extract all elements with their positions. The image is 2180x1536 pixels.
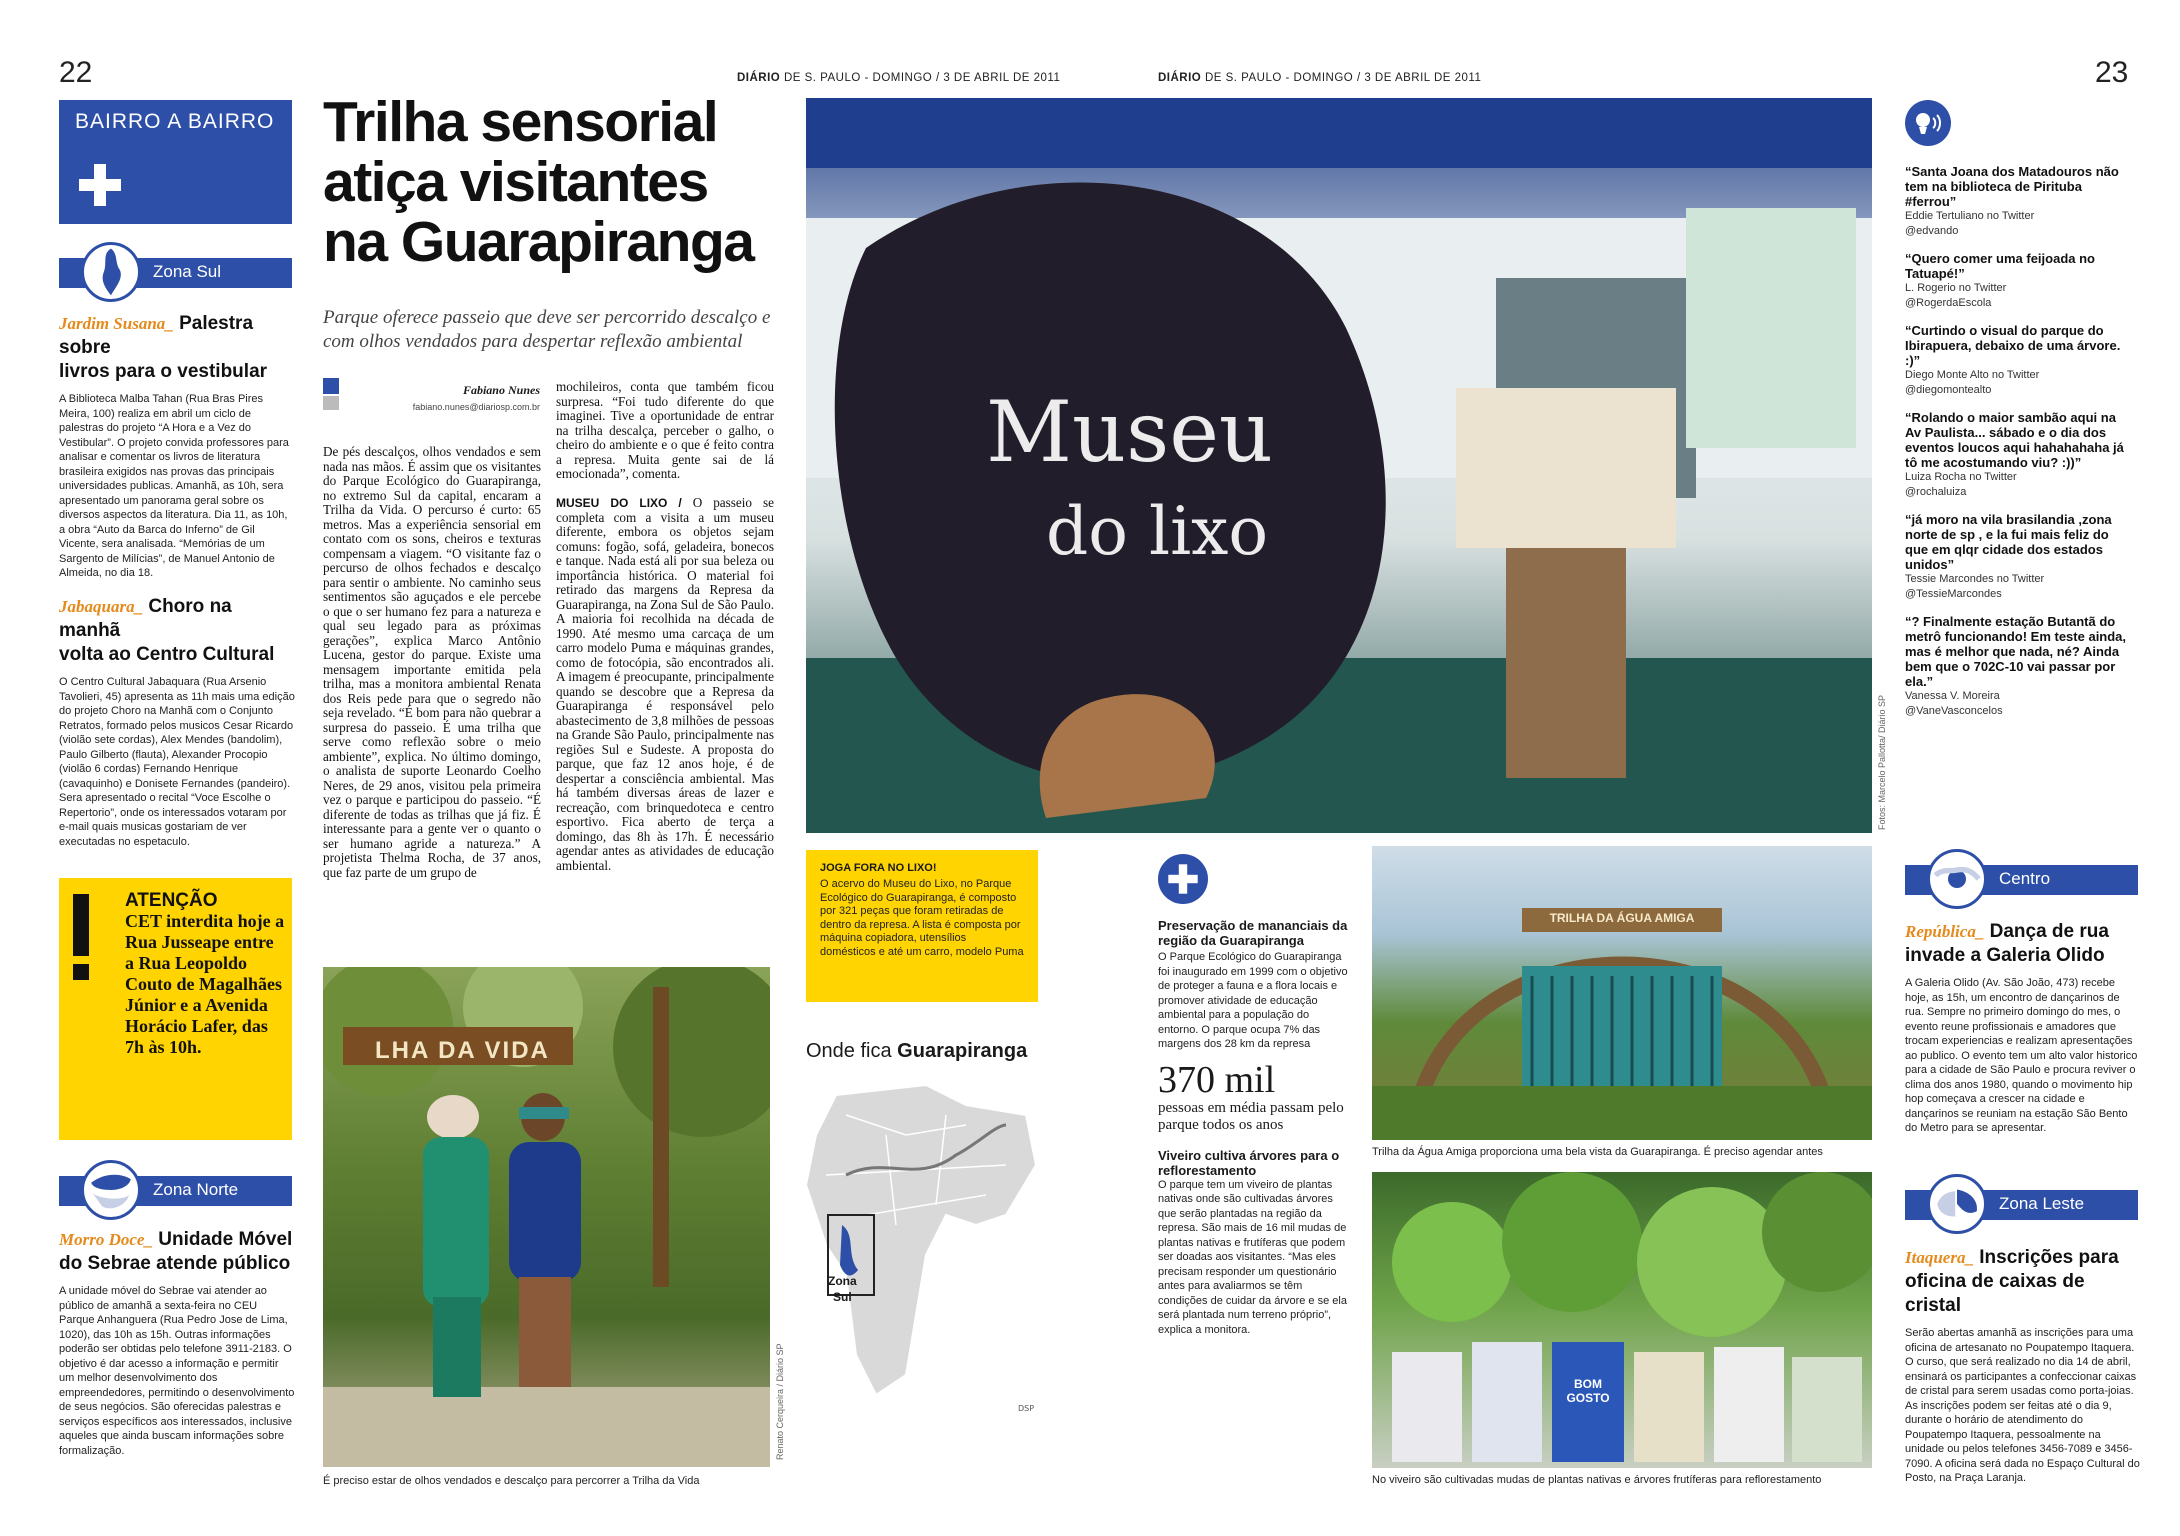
tweet-item: “já moro na vila brasilandia ,zona norte de sp , e la fui mais feliz do que em qlqr cidade dos estados unidos” Tessie Marcondes no Twitter @TessieMarcondes: [1905, 512, 2112, 600]
tweet-item: “Santa Joana dos Matadouros não tem na biblioteca de Pirituba #ferrou” Eddie Tertuliano no Twitter @edvando: [1905, 164, 2119, 237]
alert-title: ATENÇÃO: [125, 890, 218, 911]
news-item-itaquera: Itaquera_ Inscrições para oficina de caixas de cristal Serão abertas amanhã as inscrições para uma oficina de artesanato no Poupatempo Itaquera. O curso, que será realizado no dia 14 de abril, ensinará os participantes a confeccionar caixas de cristal para serem usadas como porta-joias. As inscrições podem ser feitas até o dia 9, durante o horário de atendimento do Poupatempo Itaquera, pessoalmente na unidade ou pelos telefones 3456-7089 e 3456-7090. A oficina será dada no Espaço Cultural do Posto, na Praça Laranja.: [1905, 1247, 2140, 1484]
exclamation-icon: [73, 894, 89, 956]
byline-mark: [323, 378, 339, 394]
section-title: BAIRRO A BAIRRO: [75, 110, 275, 133]
agua-amiga-caption: Trilha da Água Amiga proporciona uma bela vista da Guarapiranga. É preciso agendar antes: [1372, 1146, 1823, 1158]
museum-photo: [806, 98, 1872, 833]
news-item-republica: República_ Dança de rua invade a Galeria Olido A Galeria Olido (Av. São João, 473) recebe hoje, as 15h, um encontro de dançarinos de rua. Sempre no primeiro domingo do mes, o evento reune profissionais e amadores que trocam experiencias e realizam apresentações ao publico. O evento tem um alto valor historico para a cidade de São Paulo e procura reviver o clima dos anos 1980, quando o movimento hip hop começava a crescer na cidade e dançarinos se reuniam na estação São Bento do Metro para se apresentar.: [1905, 920, 2141, 1136]
joga-fora-title: JOGA FORA NO LIXO!: [820, 862, 937, 874]
trail-photo: [323, 967, 770, 1467]
map-leste-icon: [1927, 1174, 1987, 1234]
map-title: Onde fica Guarapiranga: [806, 1040, 1028, 1062]
twitter-bird-icon: [1905, 100, 1951, 146]
plus-icon: [75, 160, 125, 210]
trail-photo-credit: Renato Cerqueira / Diário SP: [775, 1343, 785, 1460]
item-text: A Biblioteca Malba Tahan (Rua Bras Pires Meira, 100) realiza em abril um ciclo de palestras do projeto “A Hora e a Vez do Vestibular”. O projeto convida professores para analisar e comentar os livros de literatura brasileira exigidos nas provas das principais universidades publicas. Amanhã, as 10h, sera apresentado um panorama geral sobre os diversos aspectos da literatura. Dia 11, as 10h, a obra “Auto da Barca do Inferno” de Gil Vicente, sera analisada. “Memórias de um Sargento de Milícias”, de Manuel Antonio de Almeida, no dia 18.: [59, 393, 289, 579]
tweets-list: [1905, 164, 2135, 719]
museum-photo-credit: Fotos: Marcelo Pallotta/ Diário SP: [1877, 694, 1887, 830]
tweet-item: “Curtindo o visual do parque do Ibirapuera, debaixo de uma árvore. :)” Diego Monte Alto no Twitter @diegomontealto: [1905, 323, 2121, 396]
joga-fora-box: [806, 850, 1038, 1002]
news-item-morro-doce: Morro Doce_ Unidade Móvel do Sebrae atende público A unidade móvel do Sebrae vai atender ao público de amanhã a sexta-feira no CEU Parque Anhanguera (Rua Pedro Jose de Lima, 1020), das 10h as 15h. Outras informações poderão ser obtidas pelo telefone 3911-2183. O objetivo é dar acesso a informação e permitir um melhor desenvolvimento dos empreendedores, permitindo o desenvolvimento de seus negócios. São oferecidas palestras e serviços específicos aos interessados, inclusive aqueles que ainda buscam informações sobre formalização.: [59, 1229, 295, 1457]
trail-sign: LHA DA VIDA: [375, 1037, 550, 1064]
masthead-left: DIÁRIO DE S. PAULO - DOMINGO / 3 DE ABRIL DE 2011: [737, 72, 1061, 84]
carton-label: BOM GOSTO: [1566, 1377, 1610, 1405]
alert-text: CET interdita hoje a Rua Jusseape entre a Rua Leopoldo Couto de Magalhães Júnior e a Avenida Horácio Lafer, das 7h às 10h.: [125, 911, 285, 1057]
item-text: O Centro Cultural Jabaquara (Rua Arsenio Tavolieri, 45) apresenta as 11h mais uma edição do projeto Choro na Manhã com o Conjunto Retratos, formado pelos musicos Cesar Ricardo (violão sete cordas), Alex Mendes (bandolim), Paulo Gilberto (flauta), Alexander Procopio (violão 6 cordas) Fernando Henrique (cavaquinho) e Donisete Fernandes (pandeiro). Sera apresentado o recital “Voce Escolhe o Repertorio”, onde os interessados votaram por e-mail quais musicas gostariam de ver executadas no espetaculo.: [59, 676, 295, 848]
museum-sign-line2: do lixo: [1046, 493, 1269, 570]
tweet-item: “? Finalmente estação Butantã do metrô funcionando! Em teste ainda, mas é melhor que nada, né? Ainda bem que o 702C-10 vai passar por ela.” Vanessa V. Moreira @VaneVasconcelos: [1905, 614, 2127, 717]
page-number-right: 23: [2095, 56, 2129, 89]
agua-amiga-photo: [1372, 846, 1872, 1140]
byline: Fabiano Nunes fabiano.nunes@diariosp.com.br: [412, 383, 540, 412]
zona-sul-header: Zona Sul: [59, 258, 292, 288]
viveiro-photo: [1372, 1172, 1872, 1468]
map-zone-label: Zona Sul: [828, 1274, 857, 1304]
centro-header: Centro: [1905, 865, 2138, 895]
stat-number: 370 mil: [1158, 1058, 1276, 1101]
tweet-item: “Quero comer uma feijoada no Tatuapé!” L. Rogerio no Twitter @RogerdaEscola: [1905, 251, 2095, 309]
sp-map: [806, 1075, 1038, 1405]
news-item-jardim-susana: Jardim Susana_ Palestra sobre livros para o vestibular A Biblioteca Malba Tahan (Rua Bras Pires Meira, 100) realiza em abril um ciclo de palestras do projeto “A Hora e a Vez do Vestibular”. O projeto convida professores para analisar e comentar os livros de literatura brasileira exigidos nas provas das principais universidades publicas. Amanhã, as 10h, sera apresentado um panorama geral sobre os diversos aspectos da literatura. Dia 11, as 10h, a obra “Auto da Barca do Inferno” de Gil Vicente, sera analisada. “Memórias de um Sargento de Milícias”, de Manuel Antonio de Almeida, no dia 18.: [59, 312, 295, 581]
atencao-alert-box: [59, 878, 292, 1140]
map-norte-icon: [81, 1160, 141, 1220]
map-centro-icon: [1927, 849, 1987, 909]
plus-circle-icon: [1158, 854, 1208, 904]
page-number-left: 22: [59, 56, 93, 89]
masthead-right: DIÁRIO DE S. PAULO - DOMINGO / 3 DE ABRIL DE 2011: [1158, 72, 1482, 84]
article-column-1: De pés descalços, olhos vendados e sem nada nas mãos. É assim que os visitantes do Parque Ecológico do Guarapiranga, no extremo Sul da capital, encaram a Trilha da Vida. O percurso é curto: 65 metros. Mas a experiência sensorial em contato com os sons, cheiros e texturas compensam a viagem. “O visitante faz o percurso de olhos fechados e descalço para sentir o ambiente. No caminho seus sentimentos são aguçados e ele percebe o que o ser humano fez para a natureza e qual seu legado para as próximas gerações”, explica Marco Antônio Lucena, gestor do parque. Existe uma mensagem importante emitida pela trilha, mas a monitora ambiental Renata dos Reis pede para que o segredo não seja revelado. “É bom para não quebrar a surpresa do passeio. É uma trilha que serve como reflexão sobre o meio ambiente”, explica. No último domingo, o analista de suporte Leonardo Coelho Neres, de 29 anos, visitou pela primeira vez o parque e participou do passeio. “É diferente de todas as trilhas que já fiz. É interessante para a gente ver o quanto o ser humano agride a natureza.” A projetista Thelma Rocha, de 37 anos, que faz parte de um grupo de: [323, 445, 541, 880]
map-sul-icon: [81, 242, 141, 302]
trail-caption: É preciso estar de olhos vendados e descalço para percorrer a Trilha da Vida: [323, 1475, 700, 1487]
zona-leste-header: Zona Leste: [1905, 1190, 2138, 1220]
article-column-2: mochileiros, conta que também ficou surpresa. “Foi tudo diferente do que imaginei. Tive a oportunidade de entrar na trilha descalça, perceber o galho, o cheiro do ambiente e o que é feito contra a represa. Muita gente sai de lá emocionada”, comenta. MUSEU DO LIXO / O passeio se completa com a visita a um museu diferente, embora os objetos sejam comuns: fogão, sofá, geladeira, bonecos e tanque. Nada está ali por sua beleza ou importância histórica. O material foi retirado das margens da Represa da Guarapiranga, na Zona Sul de São Paulo. A maioria foi recolhida na década de 1990. Até mesmo uma carcaça de um carro modelo Puma e máquinas grandes, como de fotocópia, são encontrados ali. A imagem é preocupante, principalmente quando se descobre que a Represa da Guarapiranga é responsável pelo abastecimento de 3,8 milhões de pessoas na Grande São Paulo, principalmente nas regiões Sul e Sudeste. A proposta do parque, que faz 12 anos hoje, é de despertar a consciência ambiental. Mas há também diversas áreas de lazer e recreação, com brinquedoteca e centro esportivo. Fica aberto de terça a domingo, das 8h às 17h. É necessário agendar antes as atividades de educação ambiental.: [556, 380, 774, 873]
zona-norte-header: Zona Norte: [59, 1176, 292, 1206]
agua-amiga-sign: TRILHA DA ÁGUA AMIGA: [1549, 911, 1695, 925]
article-subtitle: Parque oferece passeio que deve ser percorrido descalço e com olhos vendados para despertar reflexão ambiental: [323, 307, 771, 352]
joga-fora-text: O acervo do Museu do Lixo, no Parque Ecológico do Guarapiranga, é composto por 321 peças que foram retiradas de dentro da represa. A lista é composta por máquina copiadora, utensílios domésticos e até um carro, modelo Puma: [820, 878, 1024, 958]
map-credit: DSP: [1018, 1404, 1035, 1413]
viveiro-caption: No viveiro são cultivadas mudas de plantas nativas e árvores frutíferas para reflorestamento: [1372, 1474, 1822, 1486]
news-item-jabaquara: Jabaquara_ Choro na manhã volta ao Centro Cultural O Centro Cultural Jabaquara (Rua Arsenio Tavolieri, 45) apresenta as 11h mais uma edição do projeto Choro na Manhã com o Conjunto Retratos, formado pelos musicos Cesar Ricardo (violão sete cordas), Alex Mendes (bandolim), Paulo Gilberto (flauta), Alexander Procopio (violão 6 cordas) Fernando Henrique (cavaquinho) e Donisete Fernandes (pandeiro). Sera apresentado o recital “Voce Escolhe o Repertorio”, onde os interessados votaram por e-mail quais musicas gostariam de ver executadas no espetaculo.: [59, 596, 295, 848]
tweet-item: “Rolando o maior sambão aqui na Av Paulista... sábado e o dia dos eventos loucos aqui hahahahaha já tô me acostumando viu? :))” Luiza Rocha no Twitter @rochaluiza: [1905, 410, 2124, 498]
article-title: Trilha sensorial atiça visitantes na Guarapiranga: [323, 90, 754, 274]
item-text: A unidade móvel do Sebrae vai atender ao público de amanhã a sexta-feira no CEU Parque Anhanguera (Rua Pedro Jose de Lima, 1020), das 10h as 15h. Outras informações poderão ser obtidas pelo telefone 3911-2183. O objetivo é dar acesso a informação e permitir um melhor desenvolvimento dos empreendedores, permitindo o desenvolvimento de seus negócios. São oferecidas palestras e serviços específicos aos interessados, inclusive aqueles que ainda buscam informações sobre formalização.: [59, 1285, 295, 1457]
preservacao-box: Preservação de mananciais da região da Guarapiranga O Parque Ecológico do Guarapiranga foi inaugurado em 1999 com o objetivo de proteger a fauna e a flora locais e promover atividade de educação ambiental para a população do entorno. O parque ocupa 7% das margens dos 28 km da represa 370 mil pessoas em média passam pelo parque todos os anos Viveiro cultiva árvores para o reflorestamento O parque tem um viveiro de plantas nativas onde são cultivadas árvores que serão plantadas na região da represa. São mais de 16 mil mudas de plantas nativas e frutíferas que podem ser doadas aos visitantes. “Mas eles precisam responder um questionário antes para avaliarmos se têm condições de cuidar da árvore e se ela será plantada num terreno próprio”, explica a monitora.: [1158, 918, 1348, 1336]
item-text: Serão abertas amanhã as inscrições para uma oficina de artesanato no Poupatempo Itaquera. O curso, que será realizado no dia 14 de abril, ensinará os participantes a confeccionar caixas de cristal para serem usadas como porta-joias. As inscrições podem ser feitas até o dia 9, durante o horário de atendimento do Poupatempo Itaquera, pessoalmente na unidade ou pelos telefones 3456-7089 e 3456-7090. A oficina será dada no Espaço Cultural do Posto, na Praça Laranja.: [1905, 1327, 2140, 1484]
item-text: A Galeria Olido (Av. São João, 473) recebe hoje, as 15h, um encontro de dançarinos de rua. Sempre no primeiro domingo do mes, o evento reune profissionais e amadores que trocam experiencias e realizam apresentações ao publico. O evento tem um alto valor historico para a cidade de São Paulo e procura reviver o clima dos anos 1980, quando o movimento hip hop começava a crescer na cidade e dançarinos se reuniam na estação São Bento do Metro para se apresentar.: [1905, 977, 2138, 1134]
museum-sign-line1: Museu: [986, 383, 1274, 481]
bairro-a-bairro-banner: [59, 100, 292, 224]
